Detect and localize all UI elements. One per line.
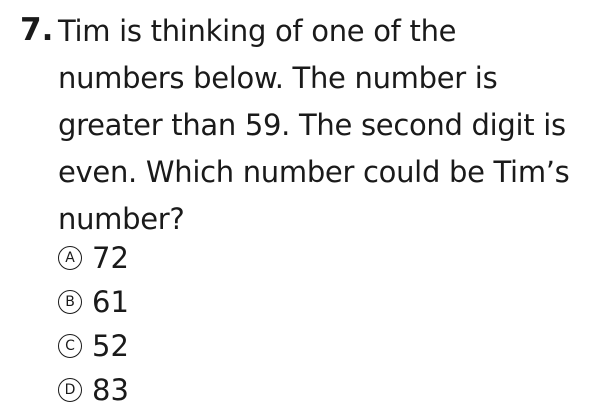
question-number: 7. [20, 12, 54, 48]
stem-line-1: Tim is thinking of one of the [58, 14, 457, 48]
choice-d[interactable] [58, 368, 129, 412]
question-stem [58, 8, 593, 243]
choice-a[interactable] [58, 236, 129, 280]
choice-d-value: 83 [92, 373, 129, 407]
choice-b-value: 61 [92, 285, 129, 319]
stem-line-5: number? [58, 202, 185, 236]
answer-choices [58, 236, 129, 412]
choice-b[interactable] [58, 280, 129, 324]
choice-b-bubble[interactable]: B [58, 290, 82, 314]
choice-c-value: 52 [92, 329, 129, 363]
stem-line-3: greater than 59. The second digit is [58, 108, 566, 142]
stem-line-4: even. Which number could be Tim’s [58, 155, 570, 189]
stem-line-2: numbers below. The number is [58, 61, 498, 95]
choice-c-bubble[interactable]: C [58, 334, 82, 358]
choice-d-bubble[interactable]: D [58, 378, 82, 402]
choice-c[interactable] [58, 324, 129, 368]
choice-a-bubble[interactable]: A [58, 246, 82, 270]
choice-a-value: 72 [92, 241, 129, 275]
